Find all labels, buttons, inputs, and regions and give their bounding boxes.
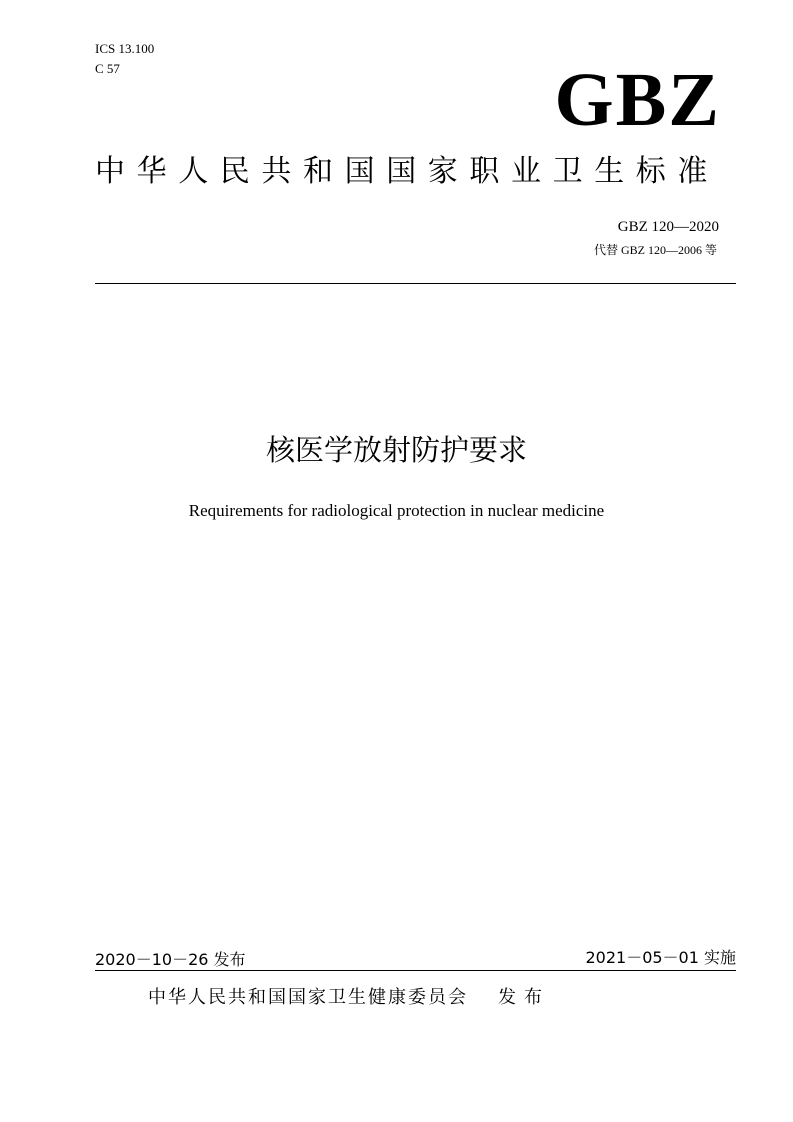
document-title-zh: 核医学放射防护要求: [265, 433, 527, 467]
document-title-en: Requirements for radiological protection in nuclear medicine: [188, 501, 605, 520]
standard-type-title: 中华人民共和国国家职业卫生标准: [95, 154, 719, 189]
issue-word: 发布: [498, 987, 550, 1008]
ics-code: ICS 13.100: [95, 41, 155, 56]
gbz-logo: GBZ: [554, 58, 721, 142]
bottom-divider: [95, 970, 736, 971]
standard-code: GBZ 120—2020: [617, 219, 719, 235]
issuer-name: 中华人民共和国国家卫生健康委员会: [148, 987, 468, 1008]
ccs-code: C 57: [95, 61, 120, 76]
implementation-date: 2021－05－01 实施: [585, 948, 736, 967]
issue-date: 2020－10－26 发布: [95, 950, 246, 969]
issuer: [148, 986, 550, 1010]
replaces-note: 代替 GBZ 120—2006 等: [593, 243, 717, 257]
top-divider: [95, 283, 736, 284]
